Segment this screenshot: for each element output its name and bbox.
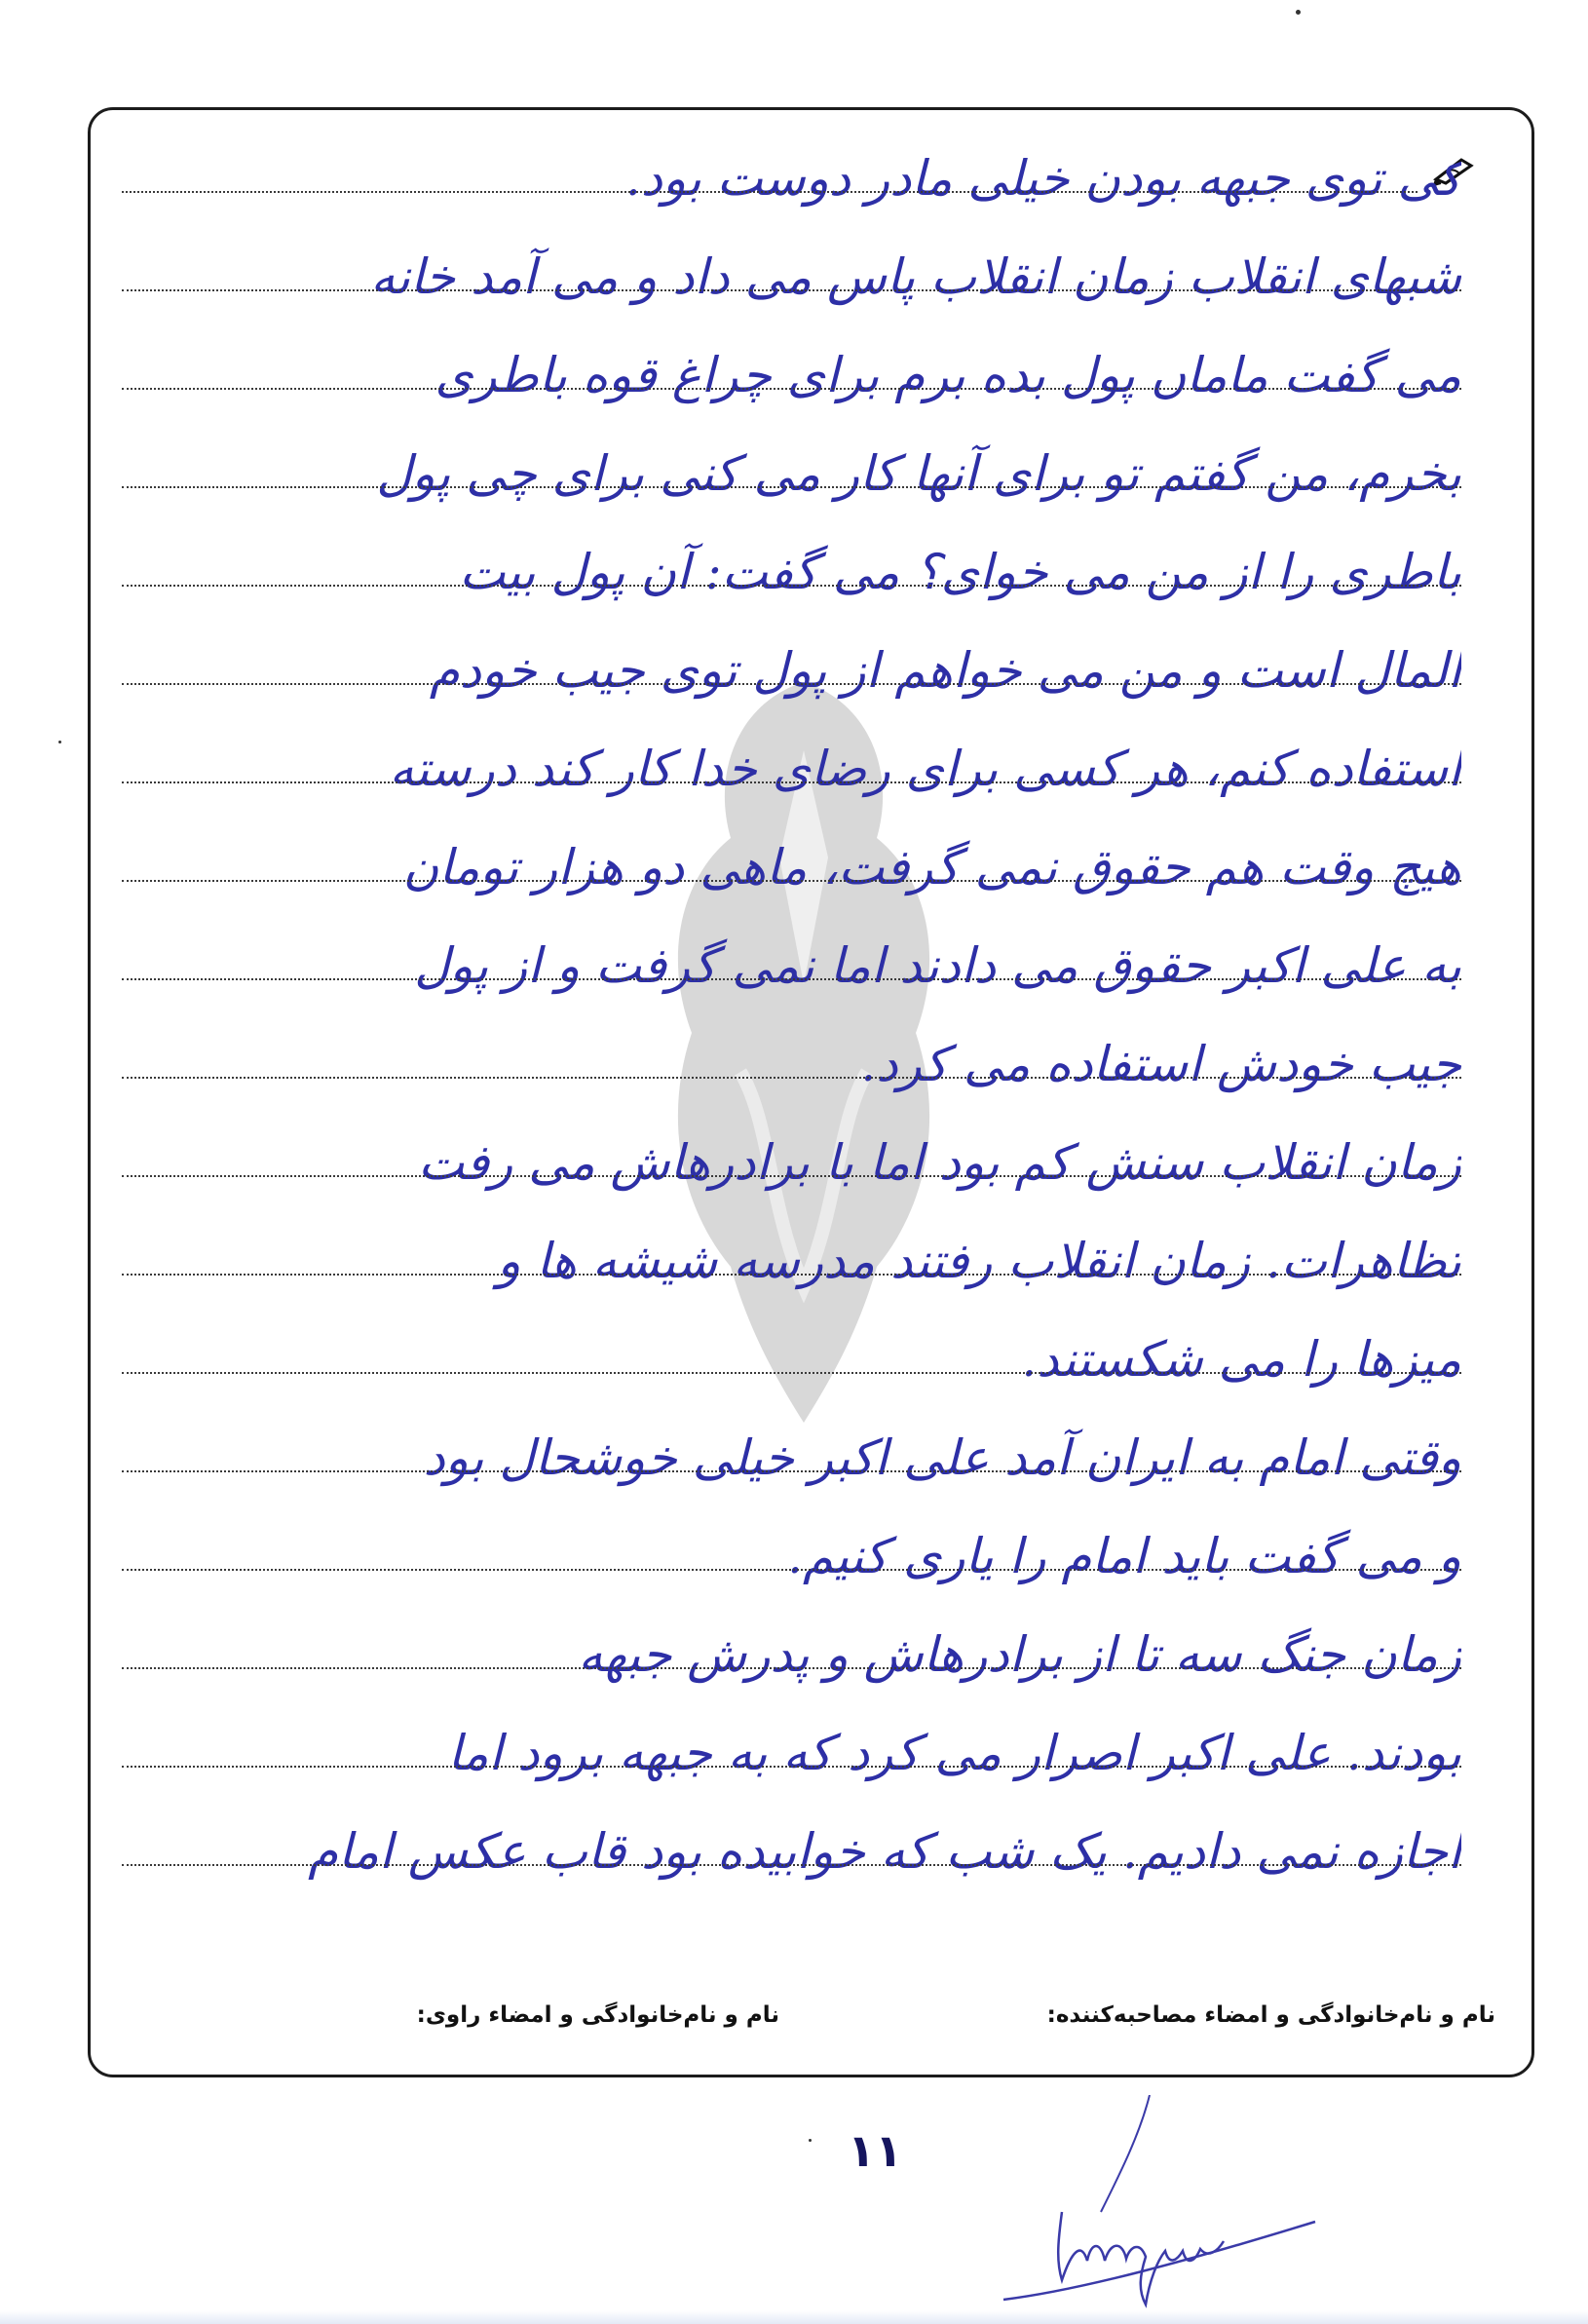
ruled-line — [122, 585, 1461, 587]
ruled-line — [122, 1274, 1461, 1276]
ruled-line — [122, 683, 1461, 685]
ruled-line — [122, 1667, 1461, 1669]
ruled-line — [122, 191, 1418, 193]
ruled-line — [122, 486, 1461, 488]
ruled-line — [122, 388, 1461, 390]
scan-speck — [58, 741, 61, 743]
ruled-line — [122, 978, 1461, 980]
handwritten-line: کی توی جبهه بودن خیلی مادر دوست بود. — [624, 150, 1461, 207]
handwritten-line: اجازه نمی دادیم. یک شب که خوابیده بود قاب عکس امام — [308, 1823, 1461, 1880]
narrator-signature-label: نام و نام‌خانوادگی و امضاء راوی: — [416, 2002, 779, 2028]
handwritten-signature — [994, 2095, 1383, 2319]
ruled-line — [122, 880, 1461, 882]
handwritten-line: زمان جنگ سه تا از برادرهاش و پدرش جبهه — [578, 1626, 1461, 1683]
ruled-line — [122, 1569, 1461, 1571]
ruled-line — [122, 1077, 1461, 1079]
ruled-line — [122, 1175, 1461, 1177]
ruled-line — [122, 1372, 1461, 1374]
handwritten-line: زمان انقلاب سنش کم بود اما با برادرهاش می رفت — [418, 1134, 1461, 1191]
handwritten-line: هیچ وقت هم حقوق نمی گرفت، ماهی دو هزار تومان — [402, 839, 1461, 895]
handwritten-line: جیب خودش استفاده می کرد. — [860, 1036, 1461, 1092]
handwritten-line: به علی اکبر حقوق می دادند اما نمی گرفت و از پول — [414, 937, 1461, 994]
scan-speck — [809, 2139, 812, 2142]
handwritten-line: و می گفت باید امام را یاری کنیم. — [787, 1528, 1461, 1584]
ruled-line — [122, 289, 1461, 291]
handwritten-line: شبهای انقلاب زمان انقلاب پاس می داد و می آمد خانه — [370, 248, 1461, 305]
scan-edge — [0, 2310, 1588, 2324]
page-number: ۱۱ — [848, 2124, 903, 2177]
handwritten-line: تظاهرات. زمان انقلاب رفتند مدرسه شیشه ها و — [497, 1233, 1461, 1289]
ruled-line — [122, 1470, 1461, 1472]
handwritten-line: می گفت ماماں پول بده برم برای چراغ قوه باطری — [435, 347, 1461, 403]
ruled-line — [122, 1864, 1461, 1866]
handwritten-line: بخرم، من گفتم تو برای آنها کار می کنی برای چی پول — [376, 445, 1461, 502]
ruled-line — [122, 781, 1461, 783]
ruled-line — [122, 1766, 1461, 1768]
handwritten-line: وقتی امام به ایران آمد علی اکبر خیلی خوشحال بود — [423, 1429, 1461, 1486]
handwritten-line: استفاده کنم، هر کسی برای رضای خدا کار کند درسته — [389, 741, 1461, 797]
handwritten-line: باطری را از من می خوای؟ می گفت: آن پول بیت — [459, 544, 1461, 600]
handwritten-line: بودند. علی اکبر اصرار می کرد که به جبهه برود اما — [447, 1725, 1461, 1781]
handwritten-line: المال است و من می خواهم از پول توی جیب خودم — [429, 642, 1461, 699]
scan-speck — [1296, 10, 1301, 15]
handwritten-line: میزها را می شکستند. — [1021, 1331, 1461, 1388]
interviewer-signature-label: نام و نام‌خانوادگی و امضاء مصاحبه‌کننده: — [1046, 2002, 1495, 2028]
